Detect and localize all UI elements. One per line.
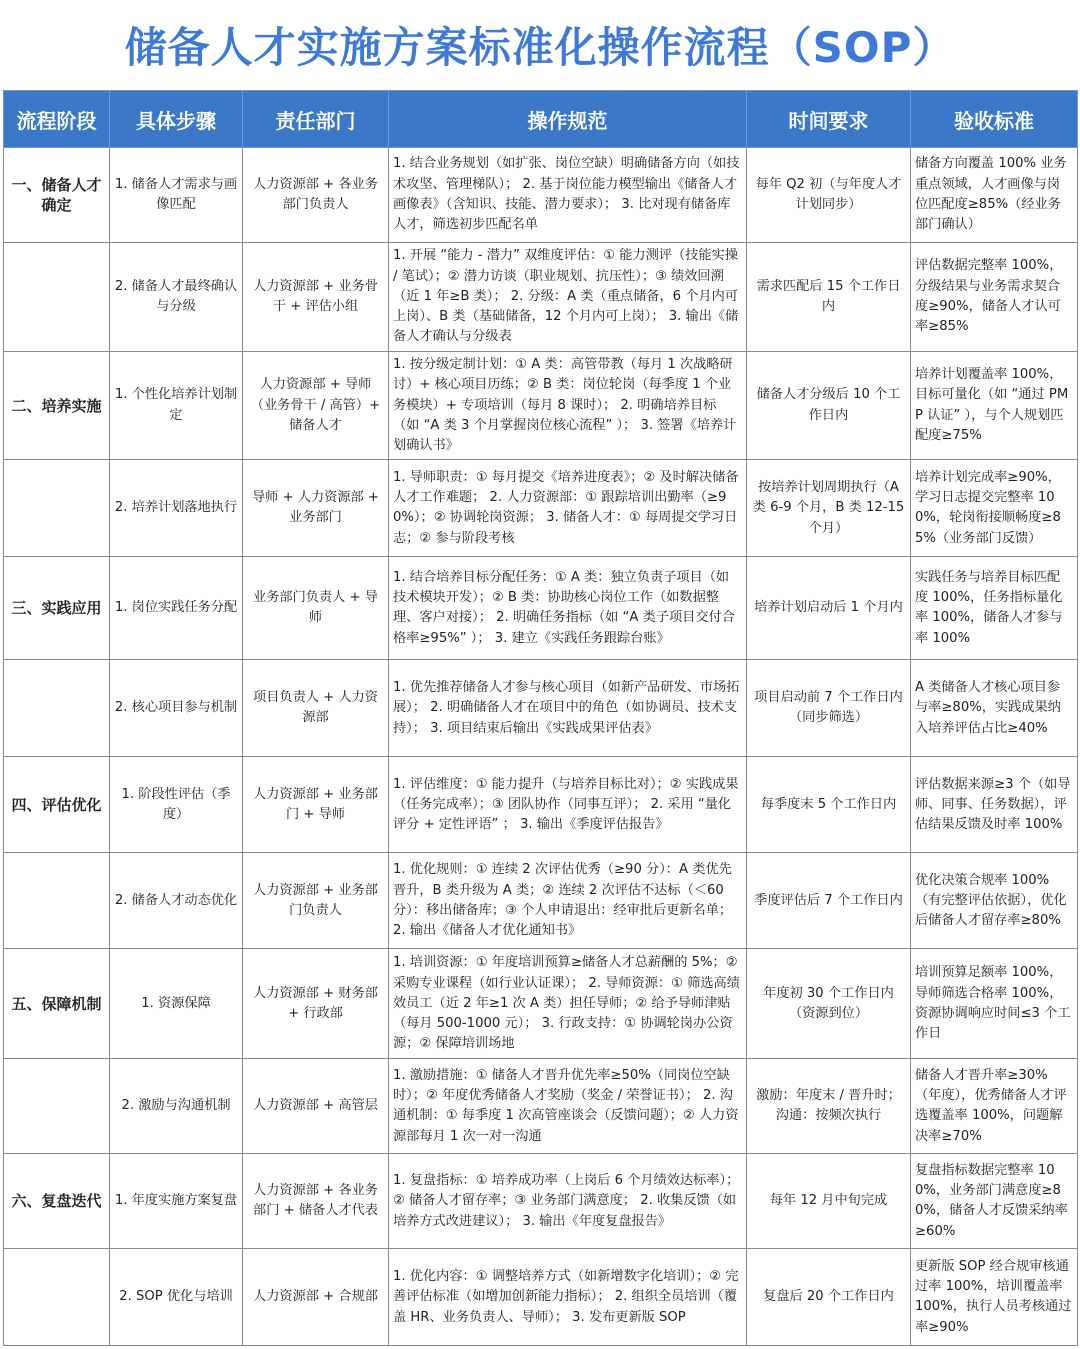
accept-cell: 储备方向覆盖 100% 业务重点领域，人才画像与岗位匹配度≥85%（经业务部门确认）	[911, 148, 1078, 243]
accept-cell: 评估数据来源≥3 个（如导师、同事、任务数据），评估结果反馈及时率 100%	[911, 757, 1078, 853]
spec-cell: 1. 激励措施：① 储备人才晋升优先率≥50%（同岗位空缺时）；② 年度优秀储备人才奖励（奖金 / 荣誉证书）； 2. 沟通机制：① 每季度 1 次高管座谈会（反馈问题）；② 人力资源部每月 1 次一对一沟通	[389, 1059, 747, 1154]
stage-cell	[4, 1059, 110, 1154]
table-row	[4, 352, 1078, 460]
title-bar	[0, 0, 1080, 91]
time-cell: 季度评估后 7 个工作日内	[747, 853, 911, 949]
dept-cell: 人力资源部 + 业务部门负责人	[243, 853, 389, 949]
spec-cell: 1. 复盘指标：① 培养成功率（上岗后 6 个月绩效达标率）；② 储备人才留存率；③ 业务部门满意度； 2. 收集反馈（如培养方式改进建议）； 3. 输出《年度复盘报告》	[389, 1154, 747, 1249]
time-cell: 每年 Q2 初（与年度人才计划同步）	[747, 148, 911, 243]
spec-cell: 1. 开展 “能力 - 潜力” 双维度评估：① 能力测评（技能实操 / 笔试）；② 潜力访谈（职业规划、抗压性）；③ 绩效回溯（近 1 年≥B 类）； 2. 分级：A 类（重点储备，6 个月内可上岗）、B 类（基础储备，12 个月内可上岗）； 3. 输出《储备人才确认与分级表	[389, 243, 747, 352]
header-dept: 责任部门	[243, 91, 389, 148]
time-cell: 储备人才分级后 10 个工作日内	[747, 352, 911, 460]
table-row	[4, 853, 1078, 949]
dept-cell: 人力资源部 + 各业务部门负责人	[243, 148, 389, 243]
step-cell: 2. 激励与沟通机制	[110, 1059, 243, 1154]
step-cell: 1. 个性化培养计划制定	[110, 352, 243, 460]
dept-cell: 项目负责人 + 人力资源部	[243, 660, 389, 757]
accept-cell: 优化决策合规率 100%（有完整评估依据），优化后储备人才留存率≥80%	[911, 853, 1078, 949]
spec-cell: 1. 按分级定制计划：① A 类：高管带教（每月 1 次战略研讨）+ 核心项目历练；② B 类：岗位轮岗（每季度 1 个业务模块）+ 专项培训（每月 8 课时）； 2. 明确培养目标（如 “A 类 3 个月掌握岗位核心流程” ）； 3. 签署《培养计划确认书》	[389, 352, 747, 460]
dept-cell: 人力资源部 + 高管层	[243, 1059, 389, 1154]
step-cell: 2. 储备人才动态优化	[110, 853, 243, 949]
time-cell: 每年 12 月中旬完成	[747, 1154, 911, 1249]
stage-cell: 一、储备人才确定	[4, 148, 110, 243]
spec-cell: 1. 优化规则：① 连续 2 次评估优秀（≥90 分）：A 类优先晋升，B 类升级为 A 类；② 连续 2 次评估不达标（＜60 分）：移出储备库；③ 个人申请退出：经审批后更新名单； 2. 输出《储备人才优化通知书》	[389, 853, 747, 949]
accept-cell: 更新版 SOP 经合规审核通过率 100%，培训覆盖率 100%，执行人员考核通过率≥90%	[911, 1249, 1078, 1346]
stage-cell: 四、评估优化	[4, 757, 110, 853]
table-row	[4, 243, 1078, 352]
time-cell: 按培养计划周期执行（A 类 6-9 个月，B 类 12-15 个月）	[747, 460, 911, 557]
accept-cell: 培养计划覆盖率 100%，目标可量化（如 “通过 PMP 认证” ），与个人规划匹配度≥75%	[911, 352, 1078, 460]
step-cell: 1. 阶段性评估（季度）	[110, 757, 243, 853]
dept-cell: 人力资源部 + 财务部 + 行政部	[243, 949, 389, 1059]
spec-cell: 1. 导师职责：① 每月提交《培养进度表》；② 及时解决储备人才工作难题； 2. 人力资源部：① 跟踪培训出勤率（≥90%）；② 协调轮岗资源； 3. 储备人才：① 每周提交学习日志；② 参与阶段考核	[389, 460, 747, 557]
spec-cell: 1. 优先推荐储备人才参与核心项目（如新产品研发、市场拓展）； 2. 明确储备人才在项目中的角色（如协调员、技术支持）； 3. 项目结束后输出《实践成果评估表》	[389, 660, 747, 757]
dept-cell: 人力资源部 + 合规部	[243, 1249, 389, 1346]
step-cell: 1. 年度实施方案复盘	[110, 1154, 243, 1249]
header-spec: 操作规范	[389, 91, 747, 148]
time-cell: 项目启动前 7 个工作日内（同步筛选）	[747, 660, 911, 757]
spec-cell: 1. 优化内容：① 调整培养方式（如新增数字化培训）；② 完善评估标准（如增加创新能力指标）； 2. 组织全员培训（覆盖 HR、业务负责人、导师）； 3. 发布更新版 SOP	[389, 1249, 747, 1346]
stage-cell: 二、培养实施	[4, 352, 110, 460]
accept-cell: 培训预算足额率 100%，导师筛选合格率 100%，资源协调响应时间≤3 个工作日	[911, 949, 1078, 1059]
header-stage: 流程阶段	[4, 91, 110, 148]
stage-cell	[4, 660, 110, 757]
step-cell: 2. SOP 优化与培训	[110, 1249, 243, 1346]
accept-cell: A 类储备人才核心项目参与率≥80%，实践成果纳入培养评估占比≥40%	[911, 660, 1078, 757]
time-cell: 复盘后 20 个工作日内	[747, 1249, 911, 1346]
table-row	[4, 460, 1078, 557]
table-row	[4, 949, 1078, 1059]
time-cell: 每季度末 5 个工作日内	[747, 757, 911, 853]
stage-cell	[4, 1249, 110, 1346]
table-row	[4, 557, 1078, 660]
dept-cell: 人力资源部 + 各业务部门 + 储备人才代表	[243, 1154, 389, 1249]
step-cell: 1. 储备人才需求与画像匹配	[110, 148, 243, 243]
accept-cell: 复盘指标数据完整率 100%，业务部门满意度≥80%，储备人才反馈采纳率≥60%	[911, 1154, 1078, 1249]
step-cell: 1. 岗位实践任务分配	[110, 557, 243, 660]
table-row	[4, 1249, 1078, 1346]
accept-cell: 评估数据完整率 100%，分级结果与业务需求契合度≥90%，储备人才认可率≥85%	[911, 243, 1078, 352]
table-row	[4, 757, 1078, 853]
header-time: 时间要求	[747, 91, 911, 148]
table-row	[4, 660, 1078, 757]
stage-cell: 五、保障机制	[4, 949, 110, 1059]
step-cell: 2. 培养计划落地执行	[110, 460, 243, 557]
sop-table	[3, 90, 1078, 1346]
stage-cell	[4, 460, 110, 557]
stage-cell	[4, 853, 110, 949]
time-cell: 需求匹配后 15 个工作日内	[747, 243, 911, 352]
dept-cell: 导师 + 人力资源部 + 业务部门	[243, 460, 389, 557]
stage-cell: 六、复盘迭代	[4, 1154, 110, 1249]
spec-cell: 1. 结合培养目标分配任务：① A 类：独立负责子项目（如技术模块开发）；② B 类：协助核心岗位工作（如数据整理、客户对接）； 2. 明确任务指标（如 “A 类子项目交付合格率≥95%” ）； 3. 建立《实践任务跟踪台账》	[389, 557, 747, 660]
step-cell: 2. 储备人才最终确认与分级	[110, 243, 243, 352]
page-title: 储备人才实施方案标准化操作流程（SOP）	[124, 23, 956, 72]
stage-cell: 三、实践应用	[4, 557, 110, 660]
step-cell: 2. 核心项目参与机制	[110, 660, 243, 757]
dept-cell: 人力资源部 + 业务骨干 + 评估小组	[243, 243, 389, 352]
stage-cell	[4, 243, 110, 352]
table-header-row	[4, 91, 1078, 148]
time-cell: 培养计划启动后 1 个月内	[747, 557, 911, 660]
table-row	[4, 148, 1078, 243]
table-row	[4, 1059, 1078, 1154]
spec-cell: 1. 结合业务规划（如扩张、岗位空缺）明确储备方向（如技术攻坚、管理梯队）； 2. 基于岗位能力模型输出《储备人才画像表》（含知识、技能、潜力要求）； 3. 比对现有储备库人才，筛选初步匹配名单	[389, 148, 747, 243]
spec-cell: 1. 评估维度：① 能力提升（与培养目标比对）；② 实践成果（任务完成率）；③ 团队协作（同事互评）； 2. 采用 “量化评分 + 定性评语” ； 3. 输出《季度评估报告》	[389, 757, 747, 853]
dept-cell: 业务部门负责人 + 导师	[243, 557, 389, 660]
dept-cell: 人力资源部 + 导师（业务骨干 / 高管）+ 储备人才	[243, 352, 389, 460]
spec-cell: 1. 培训资源：① 年度培训预算≥储备人才总薪酬的 5%；② 采购专业课程（如行业认证课）； 2. 导师资源：① 筛选高绩效员工（近 2 年≥1 次 A 类）担任导师；② 给予导师津贴（每月 500-1000 元）； 3. 行政支持：① 协调轮岗办公资源；② 保障培训场地	[389, 949, 747, 1059]
step-cell: 1. 资源保障	[110, 949, 243, 1059]
dept-cell: 人力资源部 + 业务部门 + 导师	[243, 757, 389, 853]
header-accept: 验收标准	[911, 91, 1078, 148]
header-step: 具体步骤	[110, 91, 243, 148]
time-cell: 年度初 30 个工作日内（资源到位）	[747, 949, 911, 1059]
accept-cell: 储备人才晋升率≥30%（年度），优秀储备人才评选覆盖率 100%，问题解决率≥70%	[911, 1059, 1078, 1154]
table-row	[4, 1154, 1078, 1249]
time-cell: 激励：年度末 / 晋升时；沟通：按频次执行	[747, 1059, 911, 1154]
accept-cell: 实践任务与培养目标匹配度 100%，任务指标量化率 100%，储备人才参与率 100%	[911, 557, 1078, 660]
accept-cell: 培养计划完成率≥90%，学习日志提交完整率 100%，轮岗衔接顺畅度≥85%（业务部门反馈）	[911, 460, 1078, 557]
